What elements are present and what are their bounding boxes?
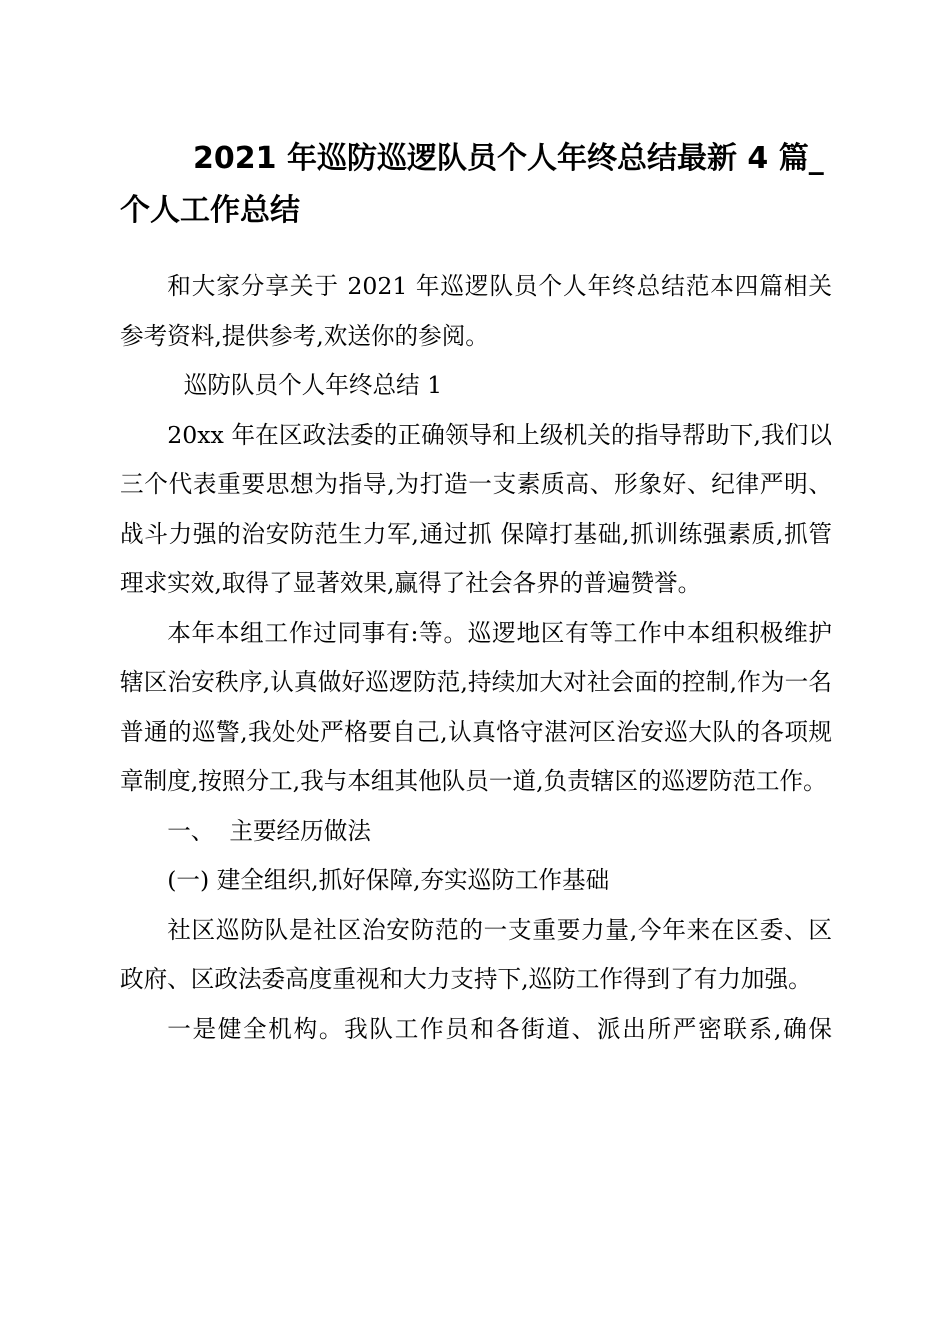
- sub-heading: (一) 建全组织,抓好保障,夯实巡防工作基础: [167, 866, 610, 894]
- document-body: [120, 262, 832, 1054]
- body-paragraph: 社区巡防队是社区治安防范的一支重要力量,今年来在区委、区政府、区政法委高度重视和大力支持下,巡防工作得到了有力加强。: [120, 915, 832, 993]
- document-title: 2021 年巡防巡逻队员个人年终总结最新 4 篇_个人工作总结: [120, 141, 824, 228]
- body-paragraph: 本年本组工作过同事有:等。巡逻地区有等工作中本组积极维护辖区治安秩序,认真做好巡逻防范,持续加大对社会面的控制,作为一名普通的巡警,我处处严格要自己,认真恪守湛河区治安巡大队的各项规章制度,按照分工,我与本组其他队员一道,负责辖区的巡逻防范工作。: [120, 618, 832, 795]
- intro-paragraph: 和大家分享关于 2021 年巡逻队员个人年终总结范本四篇相关参考资料,提供参考,欢送你的参阅。: [120, 272, 832, 350]
- body-paragraph: 20xx 年在区政法委的正确领导和上级机关的指导帮助下,我们以三个代表重要思想为指导,为打造一支素质高、形象好、纪律严明、战斗力强的治安防范生力军,通过抓 保障打基础,抓训练强素质,抓管理求实效,取得了显著效果,赢得了社会各界的普遍赞誉。: [120, 420, 832, 597]
- body-paragraph: 一是健全机构。我队工作员和各街道、派出所严密联系,确保: [167, 1014, 832, 1043]
- list-heading: 一、 主要经历做法: [167, 816, 371, 845]
- section-heading: 巡防队员个人年终总结 1: [183, 371, 443, 399]
